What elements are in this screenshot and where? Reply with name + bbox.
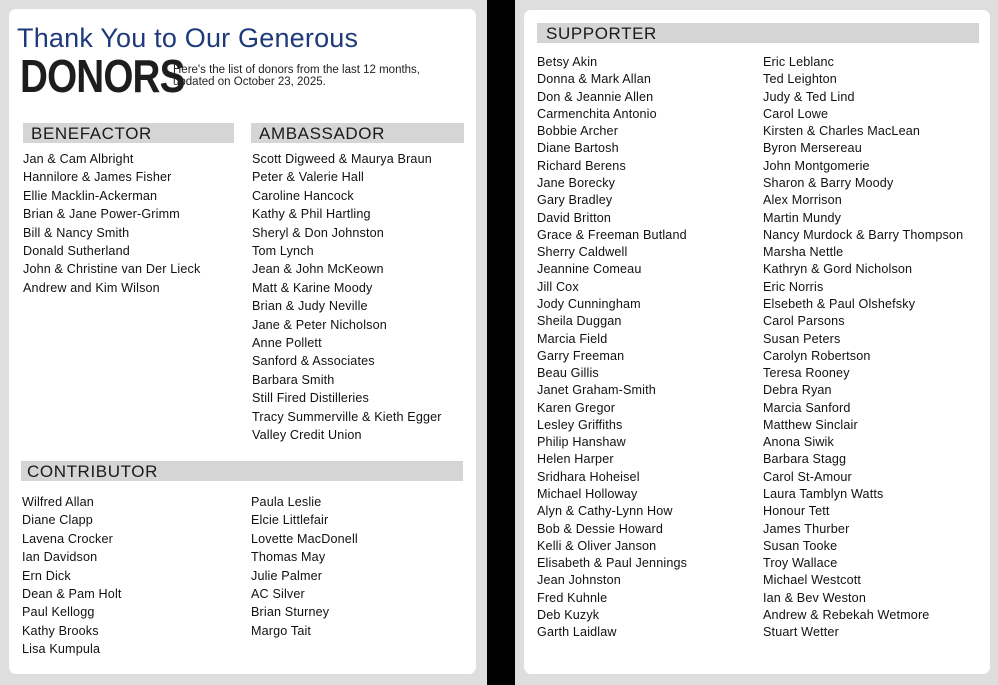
donor-name: Karen Gregor	[537, 400, 616, 415]
donor-name: Brian & Jane Power-Grimm	[23, 207, 180, 222]
donor-name: Lesley Griffiths	[537, 417, 623, 432]
donor-name: Kathy & Phil Hartling	[252, 207, 371, 222]
donor-name: Ian & Bev Weston	[763, 590, 866, 605]
right-page-panel	[515, 0, 998, 685]
donor-name: Grace & Freeman Butland	[537, 227, 687, 242]
supporter-list-col1	[537, 54, 687, 642]
donor-name: Sridhara Hoheisel	[537, 469, 640, 484]
donor-name: Jane & Peter Nicholson	[252, 317, 387, 332]
donor-name: Brian Sturney	[251, 605, 330, 620]
donor-name: Ern Dick	[22, 568, 71, 583]
donor-name: Sanford & Associates	[252, 354, 375, 369]
donor-name: Carol Parsons	[763, 314, 845, 329]
donor-name: Philip Hanshaw	[537, 435, 626, 450]
donor-name: Matt & Karine Moody	[252, 280, 373, 295]
donor-name: Carmenchita Antonio	[537, 106, 657, 121]
donor-name: Andrew and Kim Wilson	[23, 280, 160, 295]
donor-name: Tracy Summerville & Kieth Egger	[252, 409, 442, 424]
donor-name: Don & Jeannie Allen	[537, 89, 654, 104]
donor-name: Ellie Macklin-Ackerman	[23, 188, 158, 203]
donor-name: Donald Sutherland	[23, 244, 130, 259]
donor-name: Carolyn Robertson	[763, 348, 871, 363]
donor-name: Peter & Valerie Hall	[252, 170, 364, 185]
donor-name: Donna & Mark Allan	[537, 72, 652, 87]
supporter-heading: SUPPORTER	[537, 23, 979, 43]
donor-name: Teresa Rooney	[763, 366, 850, 381]
page-title-donors: DONORS	[20, 50, 185, 102]
donor-name: Lovette MacDonell	[251, 531, 358, 546]
donor-name: Judy & Ted Lind	[763, 89, 855, 104]
donor-name: Hannilore & James Fisher	[23, 170, 172, 185]
donor-name: Brian & Judy Neville	[252, 299, 368, 314]
donor-name: Carol Lowe	[763, 106, 829, 121]
donor-name: Barbara Stagg	[763, 452, 847, 467]
donor-name: Richard Berens	[537, 158, 626, 173]
donor-name: Jeannine Comeau	[537, 262, 642, 277]
donor-name: Lisa Kumpula	[22, 642, 101, 657]
donor-name: Marcia Field	[537, 331, 608, 346]
donor-name: Kelli & Oliver Janson	[537, 538, 657, 553]
donor-name: Michael Holloway	[537, 487, 638, 502]
donor-name: Jean Johnston	[537, 573, 621, 588]
donor-name: Margo Tait	[251, 623, 312, 638]
donor-name: Fred Kuhnle	[537, 590, 608, 605]
donor-name: Valley Credit Union	[252, 428, 362, 443]
page-title-thank-you: Thank You to Our Generous	[17, 23, 359, 53]
donor-name: Jane Borecky	[537, 175, 616, 190]
benefactor-heading: BENEFACTOR	[23, 123, 234, 143]
donor-name: Eric Norris	[763, 279, 824, 294]
donor-name: Eric Leblanc	[763, 55, 835, 69]
donor-name: John & Christine van Der Lieck	[23, 262, 201, 277]
donor-name: Beau Gillis	[537, 366, 599, 381]
donor-name: Stuart Wetter	[763, 625, 839, 640]
donor-name: Ted Leighton	[763, 72, 837, 87]
benefactor-list	[23, 150, 200, 297]
donor-name: Jill Cox	[537, 279, 579, 294]
donor-name: Carol St-Amour	[763, 469, 852, 484]
donor-name: Alex Morrison	[763, 193, 842, 208]
donor-name: Susan Tooke	[763, 538, 838, 553]
donor-name: Bill & Nancy Smith	[23, 225, 130, 240]
donor-name: Still Fired Distilleries	[252, 391, 369, 406]
ambassador-heading: AMBASSADOR	[251, 123, 464, 143]
donor-name: Sherry Caldwell	[537, 245, 628, 260]
donor-name: Sheila Duggan	[537, 314, 622, 329]
donor-name: Kathryn & Gord Nicholson	[763, 262, 913, 277]
donor-name: Elsebeth & Paul Olshefsky	[763, 296, 916, 311]
donor-name: Ian Davidson	[22, 550, 98, 565]
left-page-panel	[0, 0, 487, 685]
donor-name: Anne Pollett	[252, 336, 322, 351]
donor-name: Michael Westcott	[763, 573, 862, 588]
donor-name: Susan Peters	[763, 331, 841, 346]
donor-name: Barbara Smith	[252, 372, 335, 387]
donor-name: Byron Mersereau	[763, 141, 862, 156]
contributor-heading: CONTRIBUTOR	[21, 461, 463, 481]
donor-name: Diane Bartosh	[537, 141, 619, 156]
donor-page-right	[524, 10, 990, 674]
donor-name: Paul Kellogg	[22, 605, 95, 620]
donor-name: Jean & John McKeown	[252, 262, 384, 277]
donor-name: Scott Digweed & Maurya Braun	[252, 152, 432, 166]
donor-name: John Montgomerie	[763, 158, 870, 173]
donor-name: Alyn & Cathy-Lynn How	[537, 504, 673, 519]
donor-name: Andrew & Rebekah Wetmore	[763, 608, 930, 622]
donor-name: David Britton	[537, 210, 612, 225]
donor-name: Helen Harper	[537, 452, 614, 467]
donor-name: Jody Cunningham	[537, 296, 641, 311]
donor-name: Garth Laidlaw	[537, 625, 617, 640]
contributor-list-col2	[251, 493, 358, 640]
donor-name: Deb Kuzyk	[537, 608, 600, 622]
donor-name: Debra Ryan	[763, 383, 832, 398]
donor-name: Nancy Murdock & Barry Thompson	[763, 227, 964, 242]
donor-name: Elcie Littlefair	[251, 513, 329, 528]
donor-name: Wilfred Allan	[22, 495, 94, 509]
donor-name: Betsy Akin	[537, 55, 598, 69]
donor-page-left	[9, 9, 476, 674]
donor-name: Sharon & Barry Moody	[763, 175, 894, 190]
ambassador-list	[252, 150, 442, 445]
donor-name: Paula Leslie	[251, 495, 322, 509]
donor-name: Marcia Sanford	[763, 400, 851, 415]
donor-name: Janet Graham-Smith	[537, 383, 656, 398]
donor-name: Marsha Nettle	[763, 245, 844, 260]
donor-name: AC Silver	[251, 587, 305, 602]
donor-name: Lavena Crocker	[22, 531, 114, 546]
donor-name: Anona Siwik	[763, 435, 834, 450]
donor-name: Matthew Sinclair	[763, 417, 858, 432]
donor-name: Kathy Brooks	[22, 623, 99, 638]
intro-text: Here's the list of donors from the last 12 months, updated on October 23, 2025.	[173, 64, 421, 88]
donor-name: Troy Wallace	[763, 556, 838, 571]
supporter-list-col2	[763, 54, 963, 642]
donor-name: Tom Lynch	[252, 244, 314, 259]
donor-name: Jan & Cam Albright	[23, 152, 134, 166]
donor-name: Sheryl & Don Johnston	[252, 225, 384, 240]
donor-name: Martin Mundy	[763, 210, 842, 225]
contributor-list-col1	[22, 493, 122, 659]
donor-name: Julie Palmer	[251, 568, 323, 583]
donor-name: Gary Bradley	[537, 193, 613, 208]
donor-name: Dean & Pam Holt	[22, 587, 122, 602]
donor-name: Thomas May	[251, 550, 326, 565]
donor-name: Laura Tamblyn Watts	[763, 487, 884, 502]
donor-name: Caroline Hancock	[252, 188, 354, 203]
donor-name: Bobbie Archer	[537, 124, 619, 139]
donor-name: Elisabeth & Paul Jennings	[537, 556, 688, 571]
donor-name: Garry Freeman	[537, 348, 625, 363]
donor-name: Honour Tett	[763, 504, 830, 519]
donor-name: Bob & Dessie Howard	[537, 521, 664, 536]
donor-name: Kirsten & Charles MacLean	[763, 124, 921, 139]
donor-name: Diane Clapp	[22, 513, 93, 528]
donor-name: James Thurber	[763, 521, 850, 536]
